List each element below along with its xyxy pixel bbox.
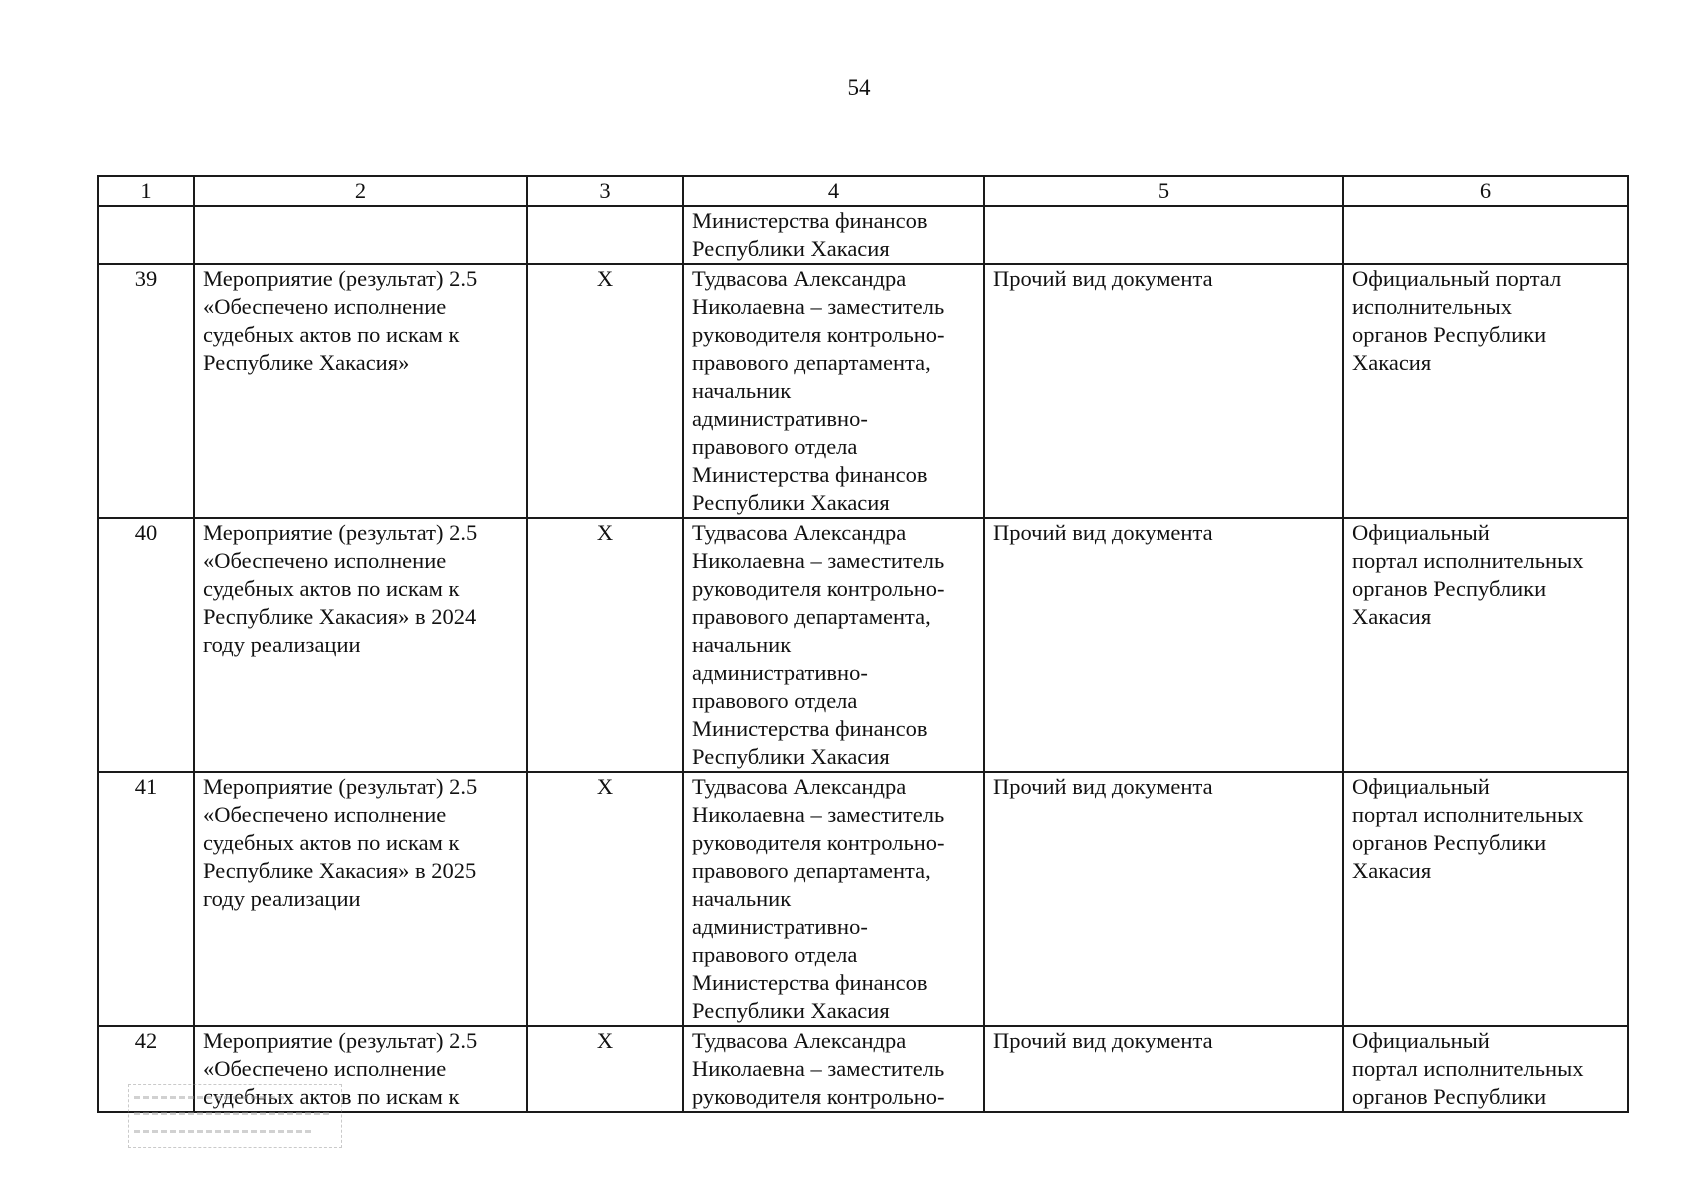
responsible-cell: Тудвасова Александра Николаевна – заместитель руководителя контрольно- правового департамента, начальник административно- правового отдела Министерства финансов Республики Хакасия	[683, 518, 984, 772]
mark-cell: Х	[527, 264, 683, 518]
row-number-cell: 39	[98, 264, 194, 518]
table-row	[98, 264, 1628, 518]
mark-cell: Х	[527, 1026, 683, 1112]
events-table	[97, 175, 1629, 1113]
faded-stamp	[128, 1084, 342, 1150]
activity-cell	[194, 206, 527, 264]
column-header-5: 5	[984, 176, 1343, 206]
column-header-3: 3	[527, 176, 683, 206]
stamp-frame	[128, 1084, 342, 1148]
table-row	[98, 206, 1628, 264]
table-header-row	[98, 176, 1628, 206]
document-type-cell	[984, 206, 1343, 264]
column-header-4: 4	[683, 176, 984, 206]
responsible-cell: Тудвасова Александра Николаевна – заместитель руководителя контрольно-	[683, 1026, 984, 1112]
publication-cell	[1343, 206, 1628, 264]
activity-cell: Мероприятие (результат) 2.5 «Обеспечено исполнение судебных актов по искам к Республике Хакасия» в 2024 году реализации	[194, 518, 527, 772]
column-header-6: 6	[1343, 176, 1628, 206]
activity-cell: Мероприятие (результат) 2.5 «Обеспечено исполнение судебных актов по искам к Республике Хакасия» в 2025 году реализации	[194, 772, 527, 1026]
responsible-cell: Тудвасова Александра Николаевна – заместитель руководителя контрольно- правового департамента, начальник административно- правового отдела Министерства финансов Республики Хакасия	[683, 772, 984, 1026]
document-type-cell: Прочий вид документа	[984, 518, 1343, 772]
activity-cell: Мероприятие (результат) 2.5 «Обеспечено исполнение судебных актов по искам к	[194, 1026, 527, 1112]
publication-cell: Официальный портал исполнительных органов Республики Хакасия	[1343, 518, 1628, 772]
row-number-cell	[98, 206, 194, 264]
publication-cell: Официальный портал исполнительных органов Республики	[1343, 1026, 1628, 1112]
document-type-cell: Прочий вид документа	[984, 772, 1343, 1026]
stamp-line	[134, 1096, 284, 1099]
row-number-cell: 40	[98, 518, 194, 772]
document-type-cell: Прочий вид документа	[984, 1026, 1343, 1112]
row-number-cell: 41	[98, 772, 194, 1026]
page-number: 54	[847, 75, 871, 100]
activity-cell: Мероприятие (результат) 2.5 «Обеспечено исполнение судебных актов по искам к Республике Хакасия»	[194, 264, 527, 518]
publication-cell: Официальный портал исполнительных органов Республики Хакасия	[1343, 772, 1628, 1026]
responsible-cell: Министерства финансов Республики Хакасия	[683, 206, 984, 264]
mark-cell	[527, 206, 683, 264]
mark-cell: Х	[527, 772, 683, 1026]
column-header-1: 1	[98, 176, 194, 206]
stamp-line	[134, 1112, 330, 1115]
publication-cell: Официальный портал исполнительных органов Республики Хакасия	[1343, 264, 1628, 518]
table-row	[98, 518, 1628, 772]
table-row	[98, 772, 1628, 1026]
responsible-cell: Тудвасова Александра Николаевна – заместитель руководителя контрольно- правового департамента, начальник административно- правового отдела Министерства финансов Республики Хакасия	[683, 264, 984, 518]
document-type-cell: Прочий вид документа	[984, 264, 1343, 518]
column-header-2: 2	[194, 176, 527, 206]
row-number-cell: 42	[98, 1026, 194, 1112]
mark-cell: Х	[527, 518, 683, 772]
stamp-line	[134, 1130, 312, 1133]
